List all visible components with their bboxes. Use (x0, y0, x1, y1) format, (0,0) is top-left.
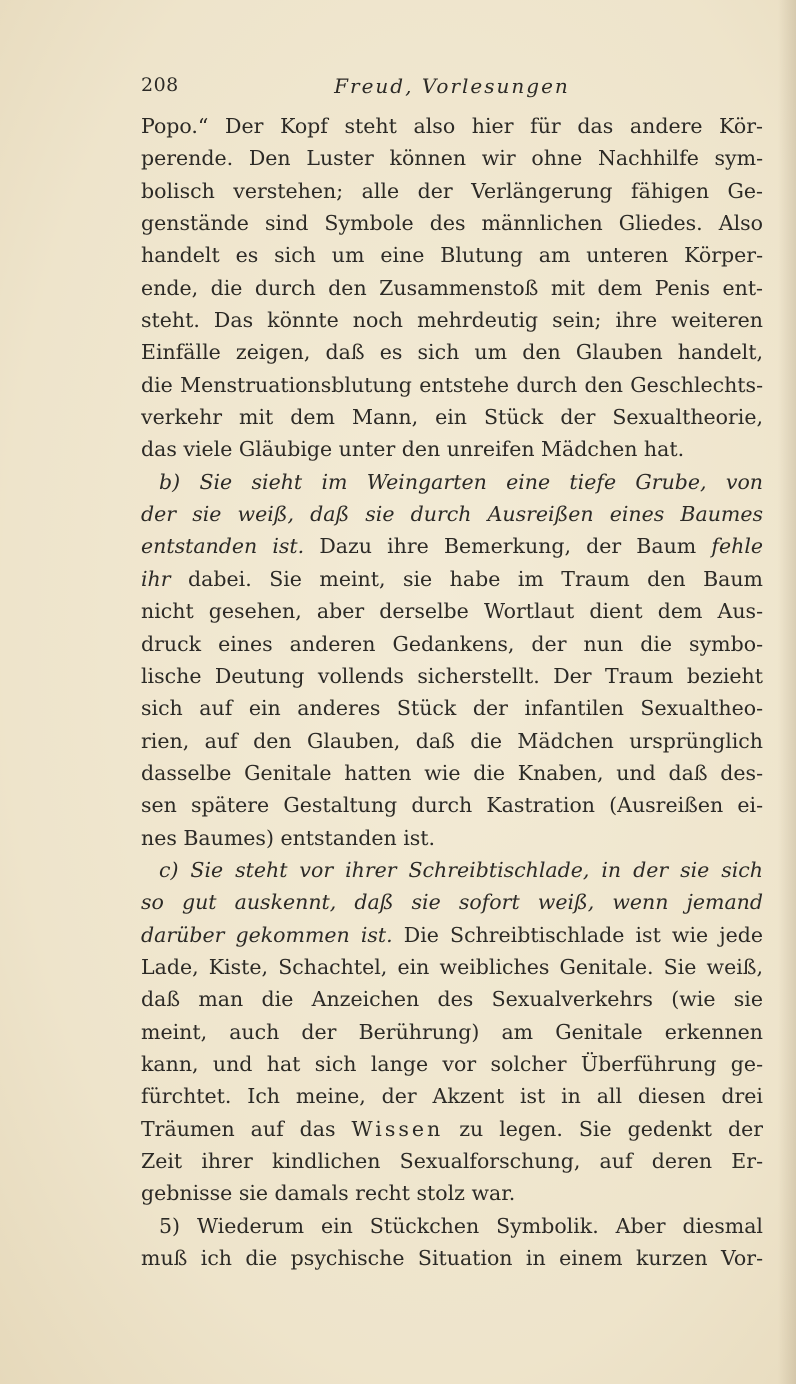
page-edge-shadow (778, 0, 796, 1384)
text-line (141, 175, 763, 207)
text-segment: nicht gesehen, aber derselbe Wortlaut dient dem Aus- (141, 599, 763, 624)
text-line (141, 725, 763, 757)
text-line (141, 854, 763, 886)
text-line (141, 789, 763, 821)
text-segment: genstände sind Symbole des männlichen Gliedes. Also (141, 211, 763, 236)
text-segment: gebnisse sie damals recht stolz war. (141, 1181, 516, 1206)
text-segment: steht. Das könnte noch mehrdeutig sein; ihre weiteren (141, 308, 763, 333)
text-line (141, 628, 763, 660)
text-segment: meint, auch der Berührung) am Genitale erkennen (141, 1019, 763, 1044)
text-line (141, 660, 763, 692)
text-segment: sen spätere Gestaltung durch Kastration (Ausreißen ei- (141, 793, 763, 818)
text-segment: Träumen auf das (141, 1116, 352, 1141)
text-line (141, 207, 763, 239)
text-segment: ende, die durch den Zusammenstoß mit dem Penis ent- (141, 275, 763, 300)
text-line (141, 563, 763, 595)
text-line (141, 498, 763, 530)
spaced-text: Wissen (351, 1116, 444, 1141)
italic-text: ihr (141, 566, 171, 591)
text-line (141, 142, 763, 174)
text-line (141, 530, 763, 562)
text-line (141, 304, 763, 336)
text-line (141, 1242, 763, 1274)
text-line (141, 1177, 763, 1209)
text-segment: Dazu ihre Bemerkung, der Baum (304, 534, 712, 559)
text-segment: die Menstruationsblutung entstehe durch den Geschlechts- (141, 372, 763, 397)
text-line (141, 886, 763, 918)
text-segment: bolisch verstehen; alle der Verlängerung fähigen Ge- (141, 178, 763, 203)
italic-text: darüber gekommen ist. (141, 922, 393, 947)
italic-text: c) Sie steht vor ihrer Schreibtischlade, in der sie sich (159, 857, 763, 882)
text-segment: daß man die Anzeichen des Sexualverkehrs (wie sie (141, 987, 763, 1012)
text-line (141, 369, 763, 401)
text-segment: 5) Wiederum ein Stückchen Symbolik. Aber diesmal (159, 1213, 763, 1238)
text-segment: das viele Gläubige unter den unreifen Mädchen hat. (141, 437, 685, 462)
text-line (141, 692, 763, 724)
text-segment: Die Schreibtischlade ist wie jede (392, 922, 763, 947)
text-line (141, 822, 763, 854)
italic-text: fehle (711, 534, 763, 559)
text-line (141, 110, 763, 142)
text-segment: Zeit ihrer kindlichen Sexualforschung, auf deren Er- (141, 1149, 763, 1173)
text-segment: Lade, Kiste, Schachtel, ein weibliches Genitale. Sie weiß, (141, 954, 763, 979)
text-line (141, 239, 763, 271)
page-header (141, 74, 763, 104)
text-line (141, 757, 763, 789)
text-segment: verkehr mit dem Mann, ein Stück der Sexualtheorie, (141, 405, 763, 430)
text-line (141, 1016, 763, 1048)
running-title: Freud, Vorlesungen (334, 74, 570, 98)
text-line (141, 919, 763, 951)
text-line (141, 1113, 763, 1145)
text-segment: lische Deutung vollends sicherstellt. Der Traum bezieht (141, 663, 763, 688)
body-text (141, 110, 763, 1274)
text-segment: dabei. Sie meint, sie habe im Traum den Baum (170, 566, 763, 591)
text-segment: zu legen. Sie gedenkt der (443, 1116, 763, 1141)
text-line (141, 433, 763, 465)
text-segment: perende. Den Luster können wir ohne Nachhilfe sym- (141, 146, 763, 171)
text-line (141, 983, 763, 1015)
text-segment: handelt es sich um eine Blutung am unteren Körper- (141, 243, 763, 268)
text-segment: druck eines anderen Gedankens, der nun die symbo- (141, 631, 763, 656)
page-number: 208 (141, 74, 179, 96)
text-line (141, 1210, 763, 1242)
italic-text: der sie weiß, daß sie durch Ausreißen eines Baumes (141, 502, 763, 527)
text-line (141, 272, 763, 304)
text-segment: fürchtet. Ich meine, der Akzent ist in all diesen drei (141, 1084, 763, 1109)
italic-text: entstanden ist. (141, 534, 305, 559)
italic-text: so gut auskennt, daß sie sofort weiß, wenn jemand (141, 890, 763, 915)
text-line (141, 951, 763, 983)
text-segment: Popo.“ Der Kopf steht also hier für das andere Kör- (141, 114, 763, 138)
text-segment: sich auf ein anderes Stück der infantilen Sexualtheo- (141, 696, 763, 721)
text-line (141, 1048, 763, 1080)
text-segment: kann, und hat sich lange vor solcher Überführung ge- (141, 1051, 763, 1076)
text-line (141, 466, 763, 498)
text-segment: dasselbe Genitale hatten wie die Knaben, und daß des- (141, 760, 763, 785)
text-line (141, 1145, 763, 1177)
text-segment: nes Baumes) entstanden ist. (141, 825, 436, 850)
text-segment: Einfälle zeigen, daß es sich um den Glauben handelt, (141, 340, 763, 365)
text-segment: rien, auf den Glauben, daß die Mädchen ursprünglich (141, 728, 763, 753)
text-line (141, 401, 763, 433)
text-line (141, 1080, 763, 1112)
text-line (141, 336, 763, 368)
text-line (141, 595, 763, 627)
text-segment: muß ich die psychische Situation in einem kurzen Vor- (141, 1246, 763, 1271)
italic-text: b) Sie sieht im Weingarten eine tiefe Grube, von (159, 469, 763, 494)
